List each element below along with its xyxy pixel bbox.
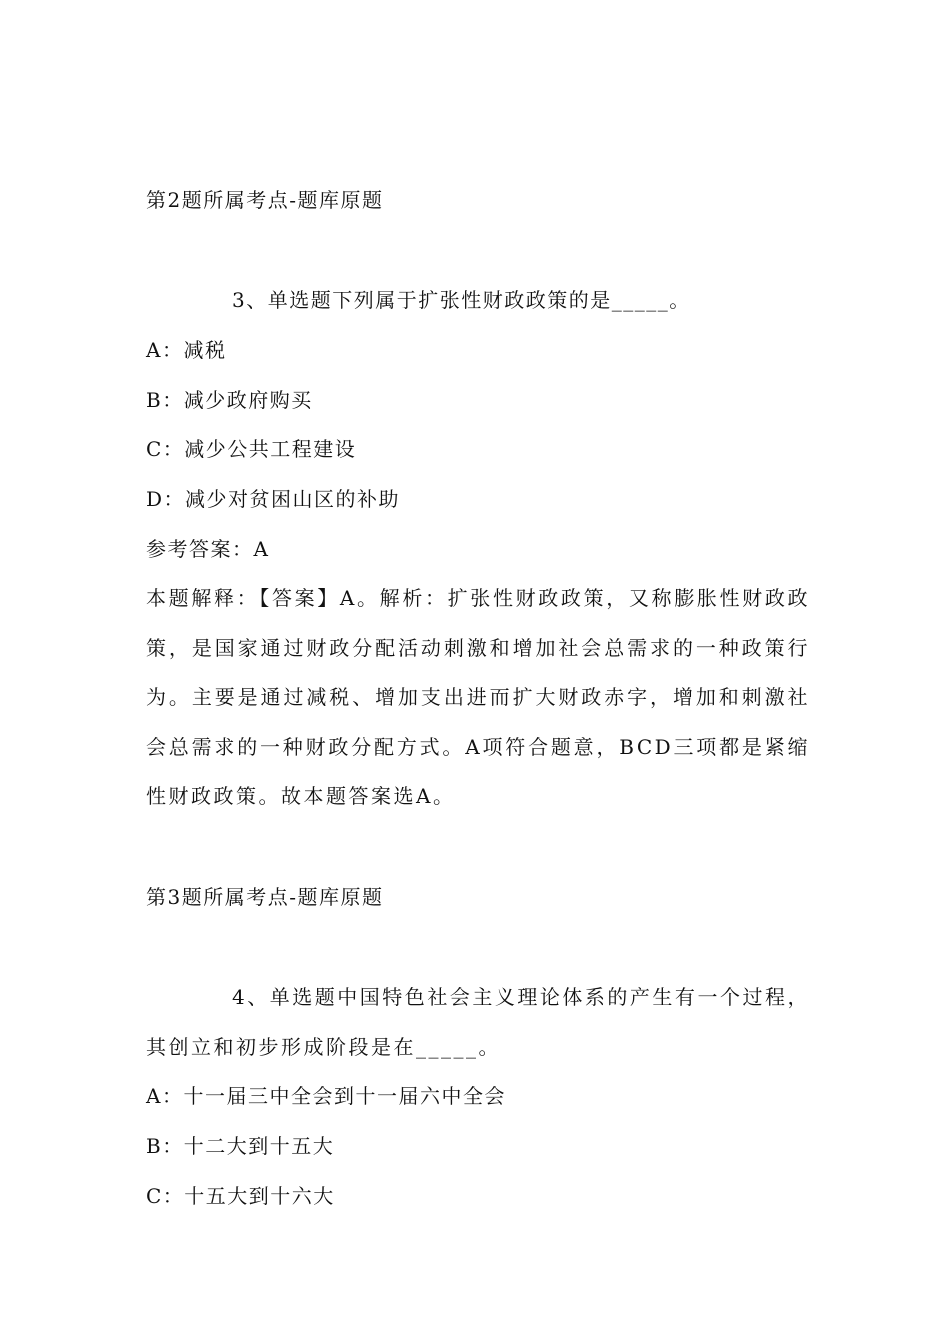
q3-option-c: C：减少公共工程建设: [146, 437, 357, 461]
q3-option-a: A：减税: [146, 338, 227, 362]
q4-option-c: C：十五大到十六大: [146, 1184, 335, 1208]
q3-answer: 参考答案：A: [146, 537, 270, 561]
q4-option-b: B：十二大到十五大: [146, 1134, 335, 1158]
q4-stem: 4、单选题中国特色社会主义理论体系的产生有一个过程，其创立和初步形成阶段是在_____。: [146, 985, 810, 1059]
q2-source-label: 第2题所属考点-题库原题: [146, 188, 384, 212]
q3-option-b: B：减少政府购买: [146, 388, 313, 412]
q3-source-label: 第3题所属考点-题库原题: [146, 885, 384, 909]
q3-option-d: D：减少对贫困山区的补助: [146, 487, 401, 511]
q3-stem: 3、单选题下列属于扩张性财政政策的是_____。: [232, 288, 691, 312]
q3-explanation: 本题解释：【答案】A。解析：扩张性财政政策，又称膨胀性财政政策，是国家通过财政分配活动刺激和增加社会总需求的一种政策行为。主要是通过减税、增加支出进而扩大财政赤字，增加和刺激社会总需求的一种财政分配方式。A项符合题意，BCD三项都是紧缩性财政政策。故本题答案选A。: [146, 586, 810, 808]
q4-option-a: A：十一届三中全会到十一届六中全会: [146, 1084, 506, 1108]
